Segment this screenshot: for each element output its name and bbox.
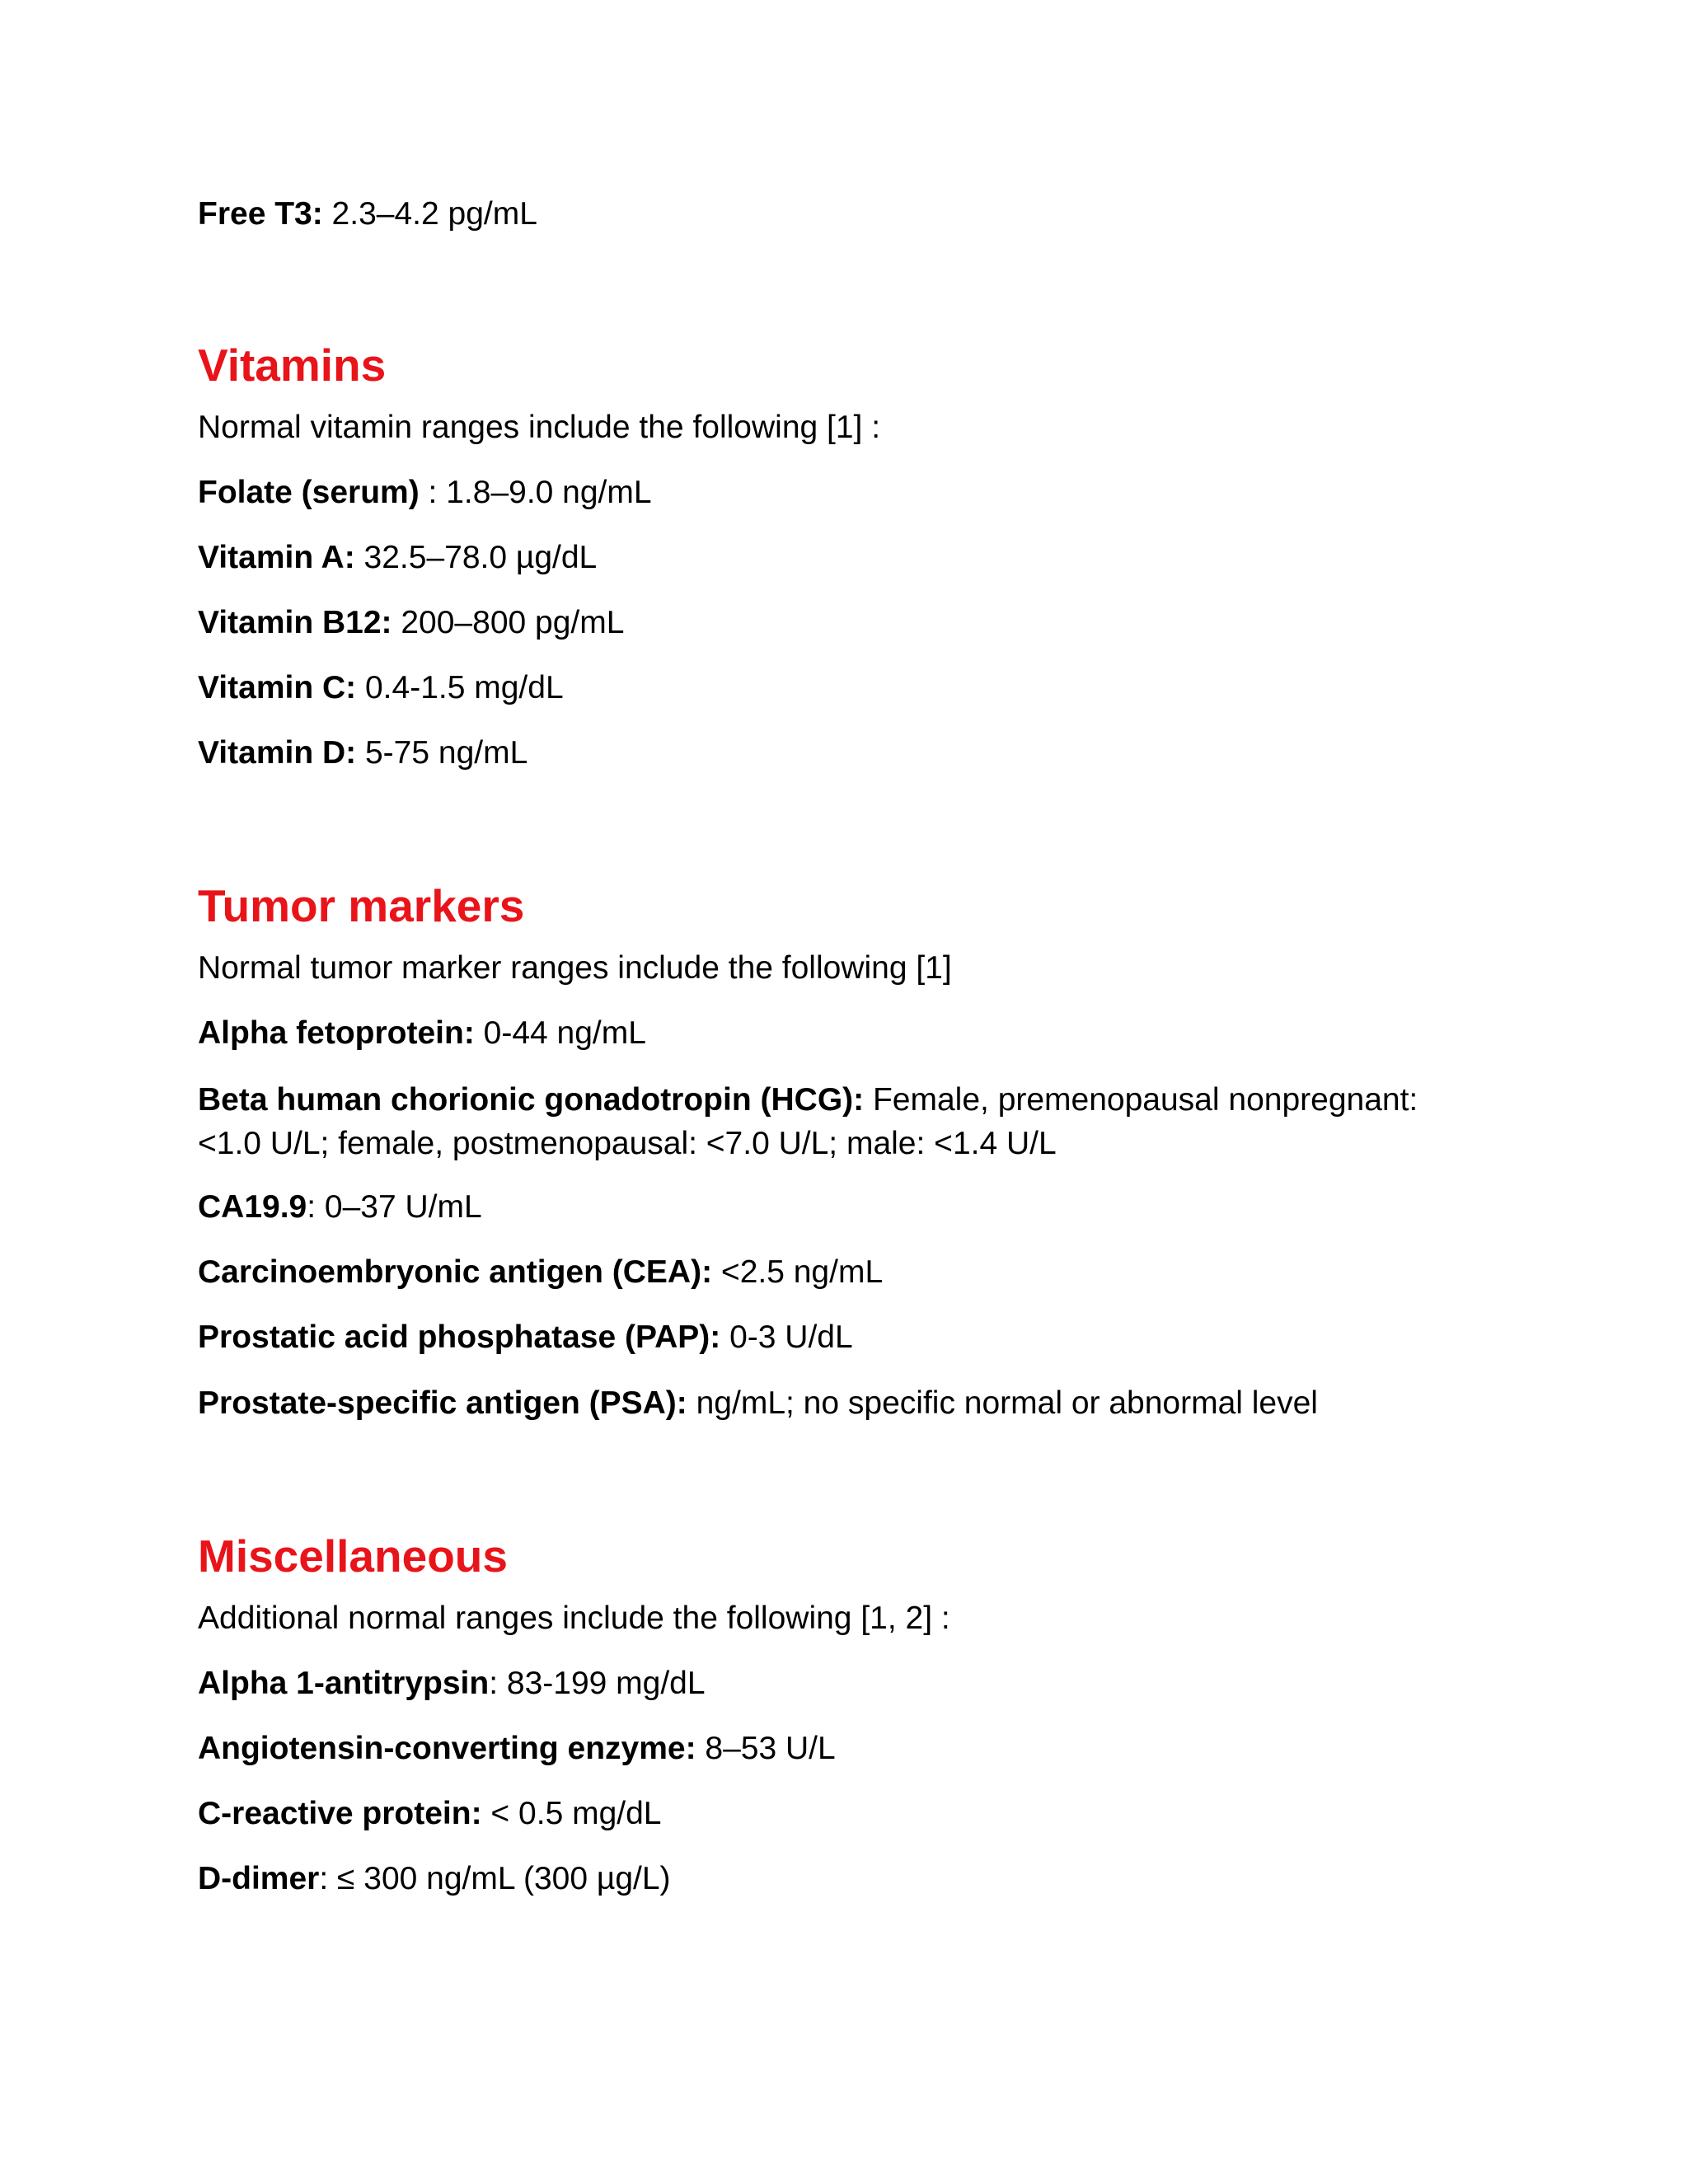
entry-label: Alpha 1-antitrypsin: [198, 1666, 490, 1701]
tumor-markers-intro: Normal tumor marker ranges include the following [1]: [198, 950, 952, 986]
entry-label: Free T3:: [198, 196, 323, 232]
entry-label: Vitamin C:: [198, 670, 357, 705]
vitamin-entry-d: [198, 731, 1484, 775]
tumor-entry-afp: [198, 1011, 1484, 1055]
entry-value: 32.5–78.0 µg/dL: [354, 540, 598, 575]
entry-label: CA19.9: [198, 1189, 307, 1225]
entry-label: Folate (serum): [198, 475, 420, 510]
entry-value: : ≤ 300 ng/mL (300 µg/L): [319, 1861, 671, 1896]
misc-entry-ace: [198, 1727, 1484, 1770]
tumor-entry-cea: [198, 1250, 1484, 1294]
miscellaneous-intro: Additional normal ranges include the following [1, 2] :: [198, 1601, 950, 1636]
tumor-markers-heading: Tumor markers: [198, 880, 525, 931]
entry-label: Prostate-specific antigen (PSA):: [198, 1385, 687, 1421]
entry-label: Vitamin A:: [198, 540, 355, 575]
tumor-entry-ca199: [198, 1185, 1484, 1229]
entry-value: 0-44 ng/mL: [474, 1015, 646, 1051]
entry-label: Carcinoembryonic antigen (CEA):: [198, 1254, 713, 1290]
entry-value: 0.4-1.5 mg/dL: [356, 670, 564, 705]
entry-label: Beta human chorionic gonadotropin (HCG):: [198, 1082, 865, 1118]
entry-label: D-dimer: [198, 1861, 320, 1896]
misc-entry-ddimer: [198, 1857, 1484, 1900]
free-t3-entry: [198, 192, 1484, 236]
miscellaneous-heading: Miscellaneous: [198, 1530, 508, 1582]
vitamin-entry-b12: [198, 601, 1484, 644]
vitamin-entry-a: [198, 536, 1484, 579]
tumor-entry-psa: [198, 1381, 1484, 1425]
tumor-entry-pap: [198, 1315, 1484, 1359]
entry-label: Angiotensin-converting enzyme:: [198, 1731, 696, 1766]
entry-value: : 83-199 mg/dL: [489, 1666, 706, 1701]
entry-value: Female, premenopausal nonpregnant: <1.0 U/L; female, postmenopausal: <7.0 U/L; male: <1.4 U/L: [198, 1082, 1418, 1161]
entry-label: Vitamin B12:: [198, 605, 392, 640]
entry-value: 0-3 U/dL: [720, 1319, 853, 1355]
misc-entry-alpha1: [198, 1661, 1484, 1705]
vitamin-entry-folate: [198, 471, 1484, 514]
entry-label: Vitamin D:: [198, 735, 357, 771]
misc-entry-crp: [198, 1792, 1484, 1835]
entry-value: <2.5 ng/mL: [712, 1254, 884, 1290]
entry-label: Prostatic acid phosphatase (PAP):: [198, 1319, 721, 1355]
entry-value: ng/mL; no specific normal or abnormal level: [687, 1385, 1318, 1421]
entry-value: 5-75 ng/mL: [356, 735, 528, 771]
entry-value: : 0–37 U/mL: [307, 1189, 482, 1225]
entry-value: 8–53 U/L: [696, 1731, 836, 1766]
vitamins-heading: Vitamins: [198, 340, 387, 391]
tumor-entry-hcg: [198, 1078, 1451, 1165]
entry-value: : 1.8–9.0 ng/mL: [419, 475, 652, 510]
entry-label: Alpha fetoprotein:: [198, 1015, 475, 1051]
entry-value: < 0.5 mg/dL: [481, 1796, 662, 1831]
vitamins-intro: Normal vitamin ranges include the following [1] :: [198, 410, 881, 445]
entry-value: 200–800 pg/mL: [392, 605, 625, 640]
entry-label: C-reactive protein:: [198, 1796, 482, 1831]
entry-value: 2.3–4.2 pg/mL: [322, 196, 537, 232]
vitamin-entry-c: [198, 666, 1484, 710]
